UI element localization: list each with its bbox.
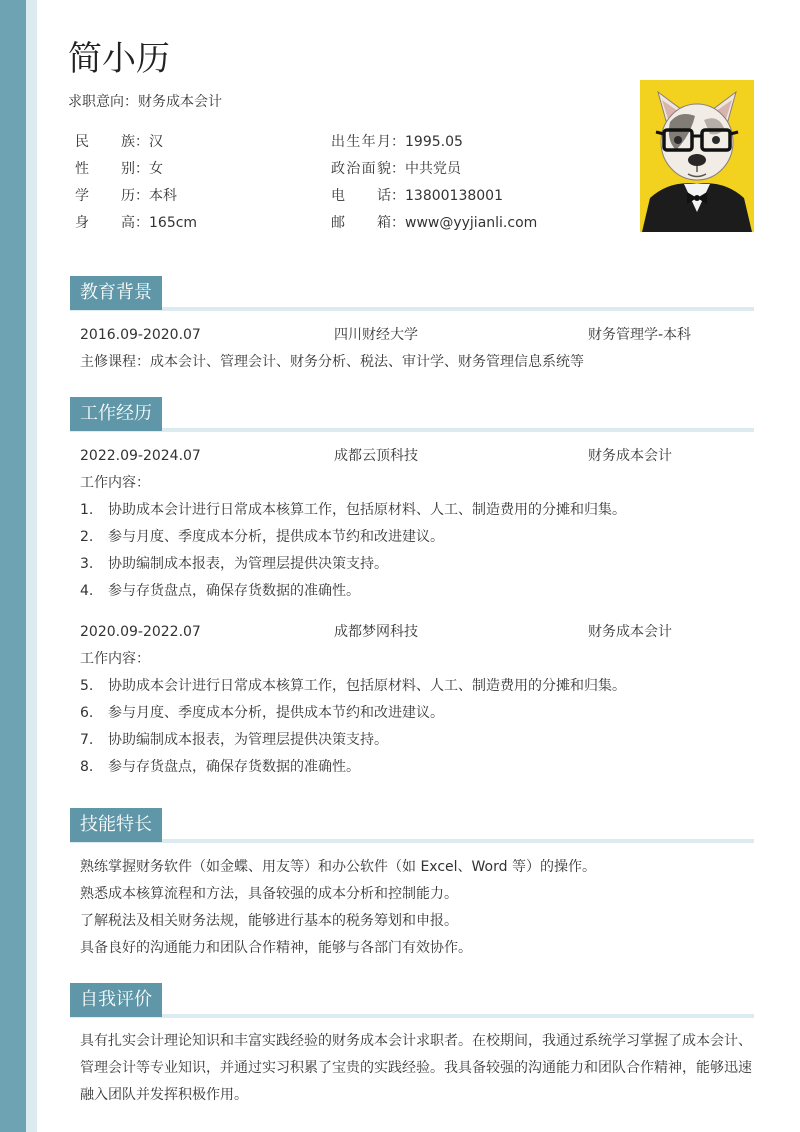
section-work-header (70, 397, 754, 435)
skill-item: 了解税法及相关财务法规，能够进行基本的税务筹划和申报。 (80, 913, 458, 929)
list-item: 协助成本会计进行日常成本核算工作，包括原材料、人工、制造费用的分摊和归集。 (108, 678, 626, 694)
info-politics (331, 159, 461, 179)
info-label: 民族 (75, 134, 135, 150)
info-gender (75, 159, 163, 179)
list-number: 7. (80, 732, 94, 748)
job-position: 财务成本会计 (588, 624, 672, 640)
list-item: 协助编制成本报表，为管理层提供决策支持。 (108, 732, 388, 748)
job-content-label: 工作内容： (80, 651, 150, 667)
list-number: 2. (80, 529, 94, 545)
list-number: 5. (80, 678, 94, 694)
section-rule (70, 307, 754, 311)
skill-item: 具备良好的沟通能力和团队合作精神，能够与各部门有效协作。 (80, 940, 472, 956)
skill-item: 熟练掌握财务软件（如金蝶、用友等）和办公软件（如 Excel、Word 等）的操作。 (80, 859, 596, 875)
section-rule (70, 839, 754, 843)
education-school: 四川财经大学 (334, 327, 418, 343)
section-title: 技能特长 (70, 808, 162, 842)
list-item: 协助成本会计进行日常成本核算工作，包括原材料、人工、制造费用的分摊和归集。 (108, 502, 626, 518)
section-title: 工作经历 (70, 397, 162, 431)
section-rule (70, 1014, 754, 1018)
list-item: 参与月度、季度成本分析，提供成本节约和改进建议。 (108, 529, 444, 545)
info-height (75, 213, 197, 233)
info-email (331, 213, 537, 233)
job-intention: 求职意向：财务成本会计 (68, 94, 222, 110)
list-item: 参与存货盘点，确保存货数据的准确性。 (108, 759, 360, 775)
list-item: 参与月度、季度成本分析，提供成本节约和改进建议。 (108, 705, 444, 721)
section-title: 教育背景 (70, 276, 162, 310)
resume-name: 简小历 (68, 39, 170, 79)
section-title: 自我评价 (70, 983, 162, 1017)
education-major: 财务管理学-本科 (588, 327, 692, 343)
info-phone (331, 186, 503, 206)
info-label: 政治面貌 (331, 161, 391, 177)
education-period: 2016.09-2020.07 (80, 327, 201, 343)
info-degree (75, 186, 177, 206)
job-position: 财务成本会计 (588, 448, 672, 464)
info-birth (331, 132, 463, 152)
info-value: ：1995.05 (391, 134, 463, 150)
job-company: 成都梦网科技 (334, 624, 418, 640)
list-number: 1. (80, 502, 94, 518)
info-value: ：本科 (135, 188, 177, 204)
info-label: 电话 (331, 188, 391, 204)
job-period: 2020.09-2022.07 (80, 624, 201, 640)
section-self-eval-header (70, 983, 754, 1021)
job-company: 成都云顶科技 (334, 448, 418, 464)
section-rule (70, 428, 754, 432)
job-content-label: 工作内容： (80, 475, 150, 491)
info-value: ：13800138001 (391, 188, 503, 204)
info-label: 学历 (75, 188, 135, 204)
self-eval-text: 具有扎实会计理论知识和丰富实践经验的财务成本会计求职者。在校期间，我通过系统学习掌握了成本会计、管理会计等专业知识，并通过实习积累了宝贵的实践经验。我具备较强的沟通能力和团队合作精神，能够迅速融入团队并发挥积极作用。 (80, 1033, 752, 1103)
info-value: ：中共党员 (391, 161, 461, 177)
list-number: 8. (80, 759, 94, 775)
info-label: 性别 (75, 161, 135, 177)
section-education-header (70, 276, 754, 314)
info-ethnicity (75, 132, 163, 152)
education-courses: 主修课程：成本会计、管理会计、财务分析、税法、审计学、财务管理信息系统等 (80, 354, 584, 370)
skill-item: 熟悉成本核算流程和方法，具备较强的成本分析和控制能力。 (80, 886, 458, 902)
info-label: 出生年月 (331, 134, 391, 150)
bulldog-avatar-icon (640, 80, 754, 232)
sidebar-light-stripe (26, 0, 37, 1132)
list-item: 协助编制成本报表，为管理层提供决策支持。 (108, 556, 388, 572)
profile-photo (640, 80, 754, 232)
info-value: ：汉 (135, 134, 163, 150)
sidebar-dark-stripe (0, 0, 26, 1132)
info-label: 邮箱 (331, 215, 391, 231)
list-number: 3. (80, 556, 94, 572)
info-value: ：女 (135, 161, 163, 177)
info-value: ：www@yyjianli.com (391, 215, 538, 231)
info-value: ：165cm (135, 215, 198, 231)
section-skills-header (70, 808, 754, 846)
list-number: 4. (80, 583, 94, 599)
list-item: 参与存货盘点，确保存货数据的准确性。 (108, 583, 360, 599)
job-period: 2022.09-2024.07 (80, 448, 201, 464)
info-label: 身高 (75, 215, 135, 231)
list-number: 6. (80, 705, 94, 721)
